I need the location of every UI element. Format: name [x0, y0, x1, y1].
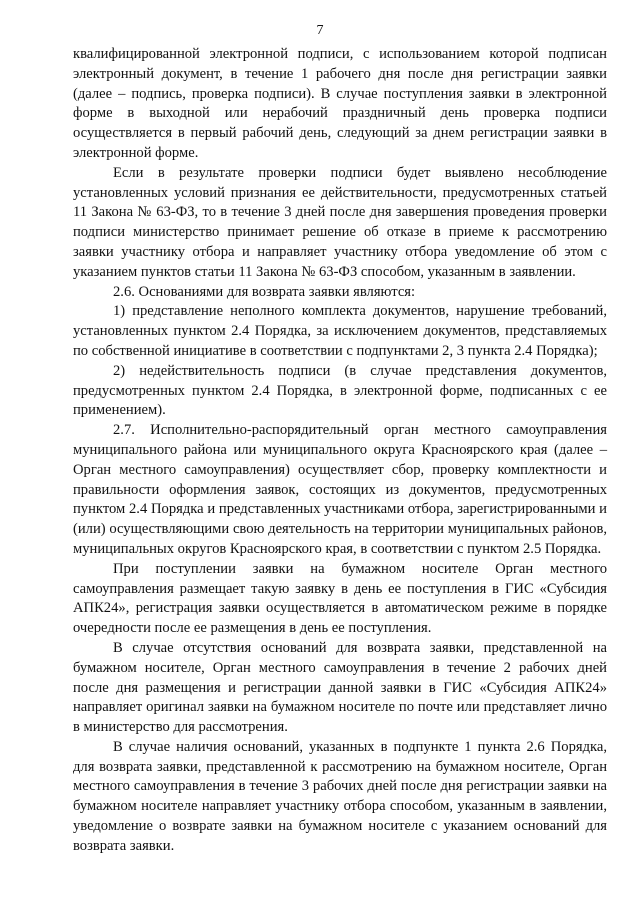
paragraph-paper-submission: При поступлении заявки на бумажном носителе Орган местного самоуправления размещает такую заявку в день ее поступления в ГИС «Субсидия АПК24», регистрация заявки осуществляется в автоматическом режиме в порядке очередности после ее размещения в день ее поступления.: [73, 560, 607, 637]
document-body: [73, 45, 607, 857]
page-number: 7: [316, 23, 324, 38]
paragraph-signature-check: квалифицированной электронной подписи, с использованием которой подписан электронный документ, в течение 1 рабочего дня после дня регистрации заявки (далее – подпись, проверка подписи). В случае поступления заявки в электронной форме в выходной или нерабочий праздничный день проверка подписи осуществляется в первый рабочий день, следующий за днем регистрации заявки в электронной форме.: [73, 46, 607, 161]
paragraph-2-6-item-2: 2) недействительность подписи (в случае представления документов, предусмотренных пунктом 2.4 Порядка, в электронной форме, подписанных с ее применением).: [73, 362, 607, 419]
paragraph-2-7: 2.7. Исполнительно-распорядительный орган местного самоуправления муниципального района или муниципального округа Красноярского края (далее – Орган местного самоуправления) осуществляет сбор, проверку комплектности и правильности оформления заявок, состоящих из документов, предусмотренных пунктом 2.4 Порядка и представленных участниками отбора, зарегистрированными и (или) осуществляющими свою деятельность на территории муниципальных районов, муниципальных округов Красноярского края, в соответствии с пунктом 2.5 Порядка.: [73, 422, 607, 557]
paragraph-no-return-grounds: В случае отсутствия оснований для возврата заявки, представленной на бумажном носителе, Орган местного самоуправления в течение 2 рабочих дней после дня размещения и регистрации данной заявки в ГИС «Субсидия АПК24» направляет оригинал заявки на бумажном носителе по почте или представляет лично в министерство для рассмотрения.: [73, 639, 607, 736]
paragraph-2-6-item-1: 1) представление неполного комплекта документов, нарушение требований, установленных пунктом 2.4 Порядка, за исключением документов, представляемых по собственной инициативе в соответствии с подпунктами 2, 3 пункта 2.4 Порядка);: [73, 303, 607, 359]
paragraph-signature-invalid: Если в результате проверки подписи будет выявлено несоблюдение установленных условий признания ее действительности, предусмотренных статьей 11 Закона № 63-ФЗ, то в течение 3 дней после дня завершения проведения проверки подписи министерство принимает решение об отказе в приеме к рассмотрению заявки участнику отбора и направляет участнику отбора уведомление об этом с указанием пунктов статьи 11 Закона № 63-ФЗ способом, указанным в заявлении.: [73, 164, 607, 280]
paragraph-2-6-heading: 2.6. Основаниями для возврата заявки являются:: [113, 283, 416, 300]
paragraph-return-grounds: В случае наличия оснований, указанных в подпункте 1 пункта 2.6 Порядка, для возврата заявки, представленной к рассмотрению на бумажном носителе, Орган местного самоуправления в течение 3 рабочих дней после дня регистрации заявки на бумажном носителе направляет участнику отбора способом, указанным в заявлении, уведомление о возврате заявки на бумажном носителе с указанием оснований для возврата заявки.: [73, 738, 607, 854]
